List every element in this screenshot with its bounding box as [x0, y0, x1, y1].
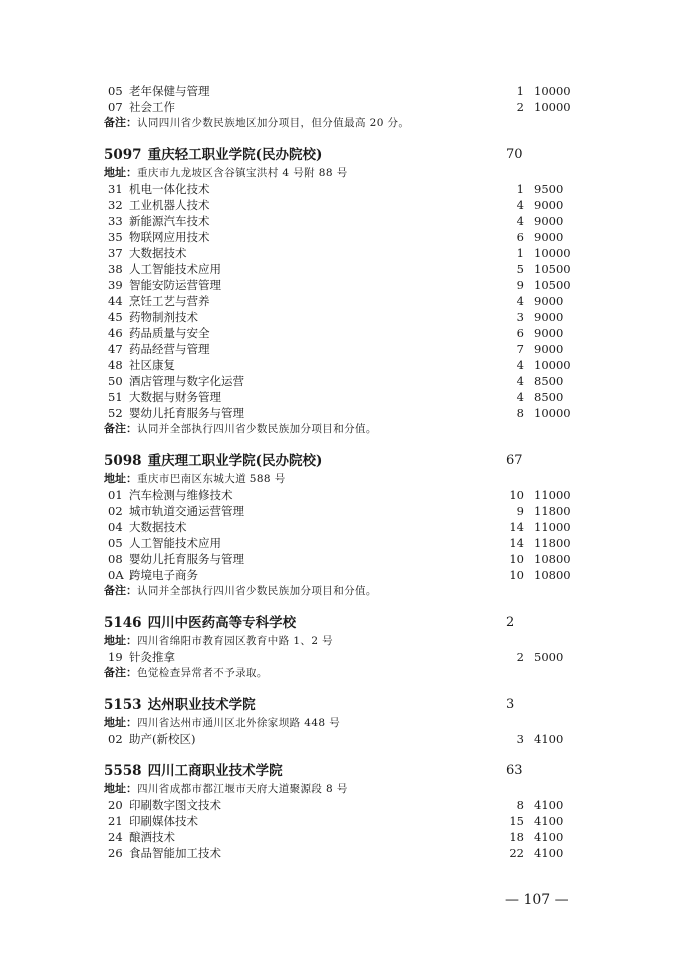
remark-text: 认同四川省少数民族地区加分项目，但分值最高 20 分。: [137, 117, 410, 129]
major-plan: 4: [516, 358, 524, 372]
major-code: 32: [108, 198, 123, 212]
major-row: [104, 357, 584, 373]
major-fee: 9000: [534, 230, 564, 244]
major-name: 食品智能加工技术: [129, 846, 221, 860]
school-heading: [104, 695, 584, 715]
major-name: 针灸推拿: [129, 650, 175, 664]
major-plan: 10: [509, 568, 524, 582]
major-row: [104, 567, 584, 583]
major-code: 35: [108, 230, 123, 244]
major-code: 50: [108, 374, 123, 388]
school-block: [104, 761, 584, 861]
major-plan: 4: [516, 294, 524, 308]
major-code: 26: [108, 846, 123, 860]
major-name: 工业机器人技术: [129, 198, 210, 212]
major-code: 31: [108, 182, 123, 196]
major-fee: 10500: [534, 262, 571, 276]
remark: [104, 583, 584, 599]
major-fee: 4100: [534, 798, 564, 812]
major-code: 44: [108, 294, 123, 308]
major-code: 05: [108, 84, 123, 98]
major-fee: 8500: [534, 390, 564, 404]
school-address: [104, 781, 584, 797]
school-heading: [104, 613, 584, 633]
major-name: 跨境电子商务: [129, 568, 198, 582]
address-text: 四川省成都市都江堰市天府大道聚源段 8 号: [137, 783, 348, 795]
major-name: 药物制剂技术: [129, 310, 198, 324]
major-name: 印刷数字图文技术: [129, 798, 221, 812]
major-code: 38: [108, 262, 123, 276]
school-heading: [104, 145, 584, 165]
major-code: 04: [108, 520, 123, 534]
school-block: [104, 613, 584, 681]
major-code: 52: [108, 406, 123, 420]
major-plan: 3: [516, 732, 524, 746]
major-plan: 14: [509, 536, 524, 550]
major-fee: 9000: [534, 326, 564, 340]
school-block: [104, 145, 584, 437]
major-plan: 4: [516, 214, 524, 228]
major-plan: 6: [516, 326, 524, 340]
major-code: 07: [108, 100, 123, 114]
major-row: [104, 551, 584, 567]
major-plan: 18: [509, 830, 524, 844]
major-row: [104, 829, 584, 845]
major-plan: 4: [516, 198, 524, 212]
school-list: [104, 145, 584, 861]
remark: [104, 665, 584, 681]
major-plan: 4: [516, 374, 524, 388]
major-name: 药品质量与安全: [129, 326, 210, 340]
remark-label: 备注：: [104, 422, 137, 435]
major-row: [104, 277, 584, 293]
major-row: [104, 487, 584, 503]
school-address: [104, 165, 584, 181]
major-fee: 10000: [534, 406, 571, 420]
major-name: 印刷媒体技术: [129, 814, 198, 828]
major-plan: 2: [516, 100, 524, 114]
major-fee: 11000: [534, 488, 571, 502]
major-name: 大数据与财务管理: [129, 390, 221, 404]
major-fee: 4100: [534, 814, 564, 828]
top-section: [104, 83, 584, 131]
school-name: 四川工商职业技术学院: [147, 763, 283, 779]
major-plan: 1: [516, 84, 524, 98]
major-code: 05: [108, 536, 123, 550]
major-row: [104, 83, 584, 99]
major-name: 婴幼儿托育服务与管理: [129, 406, 244, 420]
major-fee: 11000: [534, 520, 571, 534]
major-fee: 4100: [534, 830, 564, 844]
school-address: [104, 471, 584, 487]
major-plan: 6: [516, 230, 524, 244]
document-content: [104, 83, 584, 861]
major-row: [104, 389, 584, 405]
major-plan: 1: [516, 246, 524, 260]
major-name: 机电一体化技术: [129, 182, 210, 196]
major-fee: 10800: [534, 568, 571, 582]
major-row: [104, 325, 584, 341]
major-plan: 4: [516, 390, 524, 404]
school-name: 重庆理工职业学院(民办院校): [147, 453, 323, 469]
school-total-plan: 70: [506, 147, 523, 162]
major-plan: 9: [516, 504, 524, 518]
school-address: [104, 715, 584, 731]
major-code: 20: [108, 798, 123, 812]
major-code: 02: [108, 732, 123, 746]
major-code: 24: [108, 830, 123, 844]
remark-text: 色觉检查异常者不予录取。: [137, 667, 268, 679]
school-heading: [104, 761, 584, 781]
major-plan: 10: [509, 488, 524, 502]
major-code: 45: [108, 310, 123, 324]
major-fee: 4100: [534, 846, 564, 860]
address-text: 重庆市巴南区东城大道 588 号: [137, 473, 286, 485]
major-fee: 9000: [534, 198, 564, 212]
major-name: 药品经营与管理: [129, 342, 210, 356]
major-fee: 9500: [534, 182, 564, 196]
address-label: 地址：: [104, 472, 137, 485]
remark-text: 认同并全部执行四川省少数民族加分项目和分值。: [137, 423, 377, 435]
school-name: 四川中医药高等专科学校: [147, 615, 297, 631]
school-code: 5146: [104, 615, 142, 631]
major-fee: 8500: [534, 374, 564, 388]
page-number: — 107 —: [505, 892, 569, 908]
major-name: 人工智能技术应用: [129, 536, 221, 550]
major-name: 汽车检测与维修技术: [129, 488, 233, 502]
major-row: [104, 373, 584, 389]
major-fee: 10000: [534, 358, 571, 372]
remark-text: 认同并全部执行四川省少数民族加分项目和分值。: [137, 585, 377, 597]
address-text: 四川省达州市通川区北外徐家坝路 448 号: [137, 717, 341, 729]
major-name: 社区康复: [129, 358, 175, 372]
school-name: 重庆轻工职业学院(民办院校): [147, 147, 323, 163]
major-name: 婴幼儿托育服务与管理: [129, 552, 244, 566]
major-plan: 15: [509, 814, 524, 828]
major-fee: 9000: [534, 310, 564, 324]
major-row: [104, 405, 584, 421]
major-row: [104, 213, 584, 229]
address-label: 地址：: [104, 716, 137, 729]
school-total-plan: 63: [506, 763, 523, 778]
major-name: 人工智能技术应用: [129, 262, 221, 276]
major-plan: 5: [516, 262, 524, 276]
school-code: 5097: [104, 147, 142, 163]
major-name: 酿酒技术: [129, 830, 175, 844]
major-row: [104, 519, 584, 535]
major-name: 大数据技术: [129, 246, 187, 260]
major-row: [104, 797, 584, 813]
major-code: 08: [108, 552, 123, 566]
remark: [104, 421, 584, 437]
major-code: 21: [108, 814, 123, 828]
address-label: 地址：: [104, 782, 137, 795]
school-address: [104, 633, 584, 649]
major-plan: 14: [509, 520, 524, 534]
major-fee: 10500: [534, 278, 571, 292]
major-name: 智能安防运营管理: [129, 278, 221, 292]
major-row: [104, 649, 584, 665]
major-row: [104, 503, 584, 519]
major-name: 社会工作: [129, 100, 175, 114]
major-fee: 9000: [534, 294, 564, 308]
major-code: 39: [108, 278, 123, 292]
remark-label: 备注：: [104, 666, 137, 679]
major-row: [104, 261, 584, 277]
major-code: 19: [108, 650, 123, 664]
major-row: [104, 731, 584, 747]
school-total-plan: 67: [506, 453, 523, 468]
school-code: 5098: [104, 453, 142, 469]
major-row: [104, 535, 584, 551]
major-row: [104, 181, 584, 197]
major-name: 大数据技术: [129, 520, 187, 534]
major-name: 烹饪工艺与营养: [129, 294, 210, 308]
major-plan: 7: [516, 342, 524, 356]
address-text: 重庆市九龙坡区含谷镇宝洪村 4 号附 88 号: [137, 167, 348, 179]
major-plan: 22: [509, 846, 524, 860]
school-code: 5153: [104, 697, 142, 713]
major-code: 0A: [108, 568, 124, 582]
school-block: [104, 695, 584, 747]
major-row: [104, 813, 584, 829]
school-heading: [104, 451, 584, 471]
major-name: 新能源汽车技术: [129, 214, 210, 228]
school-code: 5558: [104, 763, 142, 779]
major-fee: 11800: [534, 504, 571, 518]
major-code: 46: [108, 326, 123, 340]
major-code: 47: [108, 342, 123, 356]
major-row: [104, 229, 584, 245]
school-total-plan: 3: [506, 697, 515, 712]
major-fee: 10000: [534, 246, 571, 260]
major-name: 城市轨道交通运营管理: [129, 504, 244, 518]
major-plan: 1: [516, 182, 524, 196]
remark-label: 备注：: [104, 584, 137, 597]
major-fee: 10000: [534, 100, 571, 114]
major-row: [104, 845, 584, 861]
major-code: 02: [108, 504, 123, 518]
major-plan: 2: [516, 650, 524, 664]
major-fee: 4100: [534, 732, 564, 746]
major-row: [104, 309, 584, 325]
school-block: [104, 451, 584, 599]
major-code: 51: [108, 390, 123, 404]
school-name: 达州职业技术学院: [147, 697, 256, 713]
major-row: [104, 99, 584, 115]
major-fee: 11800: [534, 536, 571, 550]
address-label: 地址：: [104, 166, 137, 179]
major-plan: 8: [516, 798, 524, 812]
major-plan: 9: [516, 278, 524, 292]
address-text: 四川省绵阳市教育园区教育中路 1、2 号: [137, 635, 334, 647]
major-name: 老年保健与管理: [129, 84, 210, 98]
major-code: 33: [108, 214, 123, 228]
major-code: 48: [108, 358, 123, 372]
major-code: 37: [108, 246, 123, 260]
major-name: 物联网应用技术: [129, 230, 210, 244]
major-plan: 10: [509, 552, 524, 566]
major-row: [104, 341, 584, 357]
remark: [104, 115, 584, 131]
major-plan: 8: [516, 406, 524, 420]
major-name: 助产(新校区): [129, 732, 196, 746]
major-code: 01: [108, 488, 123, 502]
major-row: [104, 245, 584, 261]
major-fee: 10000: [534, 84, 571, 98]
major-plan: 3: [516, 310, 524, 324]
school-total-plan: 2: [506, 615, 515, 630]
major-fee: 10800: [534, 552, 571, 566]
major-row: [104, 197, 584, 213]
major-row: [104, 293, 584, 309]
major-fee: 9000: [534, 342, 564, 356]
major-name: 酒店管理与数字化运营: [129, 374, 244, 388]
major-fee: 9000: [534, 214, 564, 228]
major-fee: 5000: [534, 650, 564, 664]
address-label: 地址：: [104, 634, 137, 647]
remark-label: 备注：: [104, 116, 137, 129]
